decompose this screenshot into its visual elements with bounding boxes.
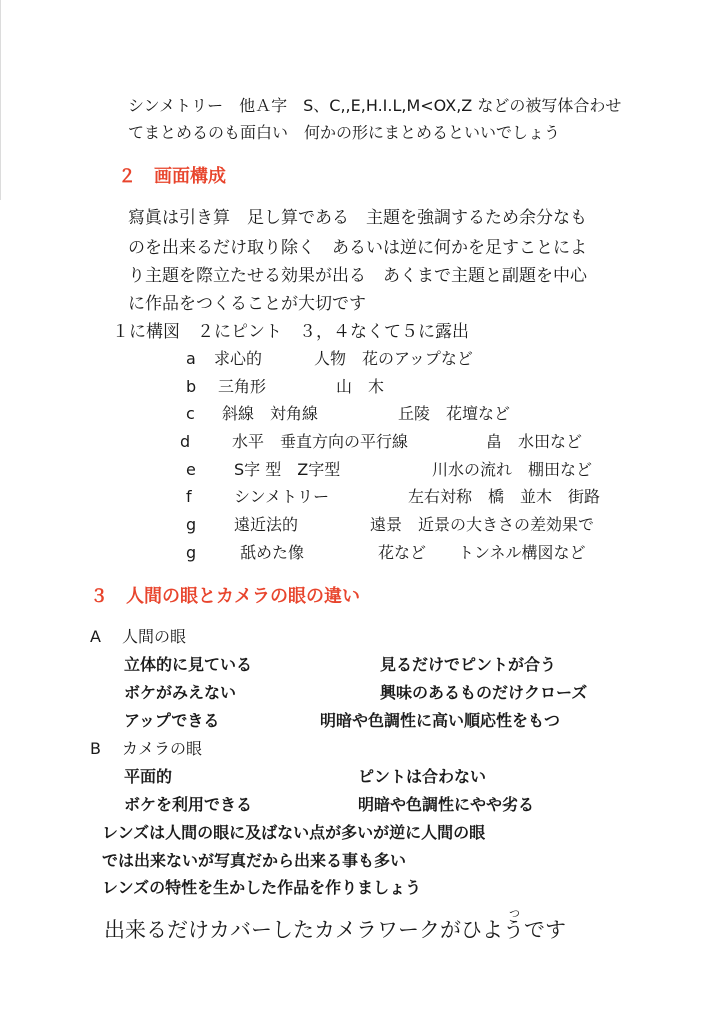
section-2-para-line: り主題を際立たせる効果が出る あくまで主題と副題を中心: [128, 266, 587, 286]
item-example: 左右対称 橋 並木 街路: [408, 487, 601, 506]
group-b-title: カメラの眼: [122, 739, 203, 758]
item-letter: g: [186, 515, 197, 534]
human-eye-left: アップできる: [124, 711, 220, 730]
item-example: 花など トンネル構図など: [378, 543, 586, 562]
handwritten-insert: つ: [509, 907, 520, 920]
camera-eye-right: 明暗や色調性にやや劣る: [358, 795, 535, 814]
human-eye-right: 明暗や色調性に高い順応性をもつ: [320, 711, 561, 730]
camera-eye-left: ボケを利用できる: [124, 795, 253, 814]
group-a-label: A: [90, 627, 101, 646]
item-letter: g: [186, 543, 197, 562]
item-letter: d: [180, 432, 191, 451]
item-letter: a: [186, 349, 196, 368]
section-2-heading: ２ 画面構成: [118, 166, 226, 187]
item-name: 舐めた像: [240, 543, 305, 562]
camera-eye-left: 平面的: [124, 767, 173, 786]
item-name: 水平 垂直方向の平行線: [232, 432, 409, 451]
item-example: 川水の流れ 棚田など: [432, 460, 593, 479]
item-name: 斜線 対角線: [222, 404, 319, 423]
human-eye-left: ボケがみえない: [124, 683, 237, 702]
composition-order-line: １に構図 ２にピント ３，４なくて５に露出: [112, 322, 469, 342]
item-letter: f: [186, 487, 192, 506]
intro-line-2: てまとめるのも面白い 何かの形にまとめるといいでしょう: [128, 123, 561, 142]
item-letter: c: [186, 404, 195, 423]
item-name: 遠近法的: [234, 515, 299, 534]
item-example: 丘陵 花壇など: [398, 404, 511, 423]
item-name: 求心的: [214, 349, 263, 368]
human-eye-left: 立体的に見ている: [124, 655, 253, 674]
item-name: S字 型 Z字型: [234, 460, 341, 479]
item-example: 畠 水田など: [486, 432, 583, 451]
human-eye-right: 興味のあるものだけクローズ: [380, 683, 588, 702]
summary-line: では出来ないが写真だから出来る事も多い: [102, 851, 407, 870]
section-2-para-line: のを出来るだけ取り除く あるいは逆に何かを足すことによ: [128, 238, 587, 258]
camera-eye-right: ピントは合わない: [358, 767, 487, 786]
human-eye-right: 見るだけでピントが合う: [380, 655, 557, 674]
item-letter: e: [186, 460, 196, 479]
section-2-para-line: 寫眞は引き算 足し算である 主題を強調するため余分なも: [128, 208, 587, 228]
intro-line-1: シンメトリー 他Ａ字 S、C,,E,H.I.L,M<OX,Z などの被写体合わせ: [128, 96, 622, 115]
group-a-title: 人間の眼: [122, 627, 187, 646]
page-edge-line: [0, 0, 1, 200]
group-b-label: B: [90, 739, 101, 758]
item-name: シンメトリー: [234, 487, 330, 506]
item-name: 三角形: [218, 377, 267, 396]
item-example: 遠景 近景の大きさの差効果で: [370, 515, 595, 534]
section-3-heading: ３ 人間の眼とカメラの眼の違い: [90, 586, 360, 607]
item-letter: b: [186, 377, 197, 396]
summary-line: レンズの特性を生かした作品を作りましょう: [102, 878, 422, 897]
summary-line: レンズは人間の眼に及ばない点が多いが逆に人間の眼: [102, 823, 486, 842]
section-2-para-line: に作品をつくることが大切です: [128, 294, 366, 314]
handwritten-note: 出来るだけカバーしたカメラワークがひようです: [104, 918, 566, 942]
item-example: 山 木: [336, 377, 385, 396]
item-example: 人物 花のアップなど: [314, 349, 473, 368]
